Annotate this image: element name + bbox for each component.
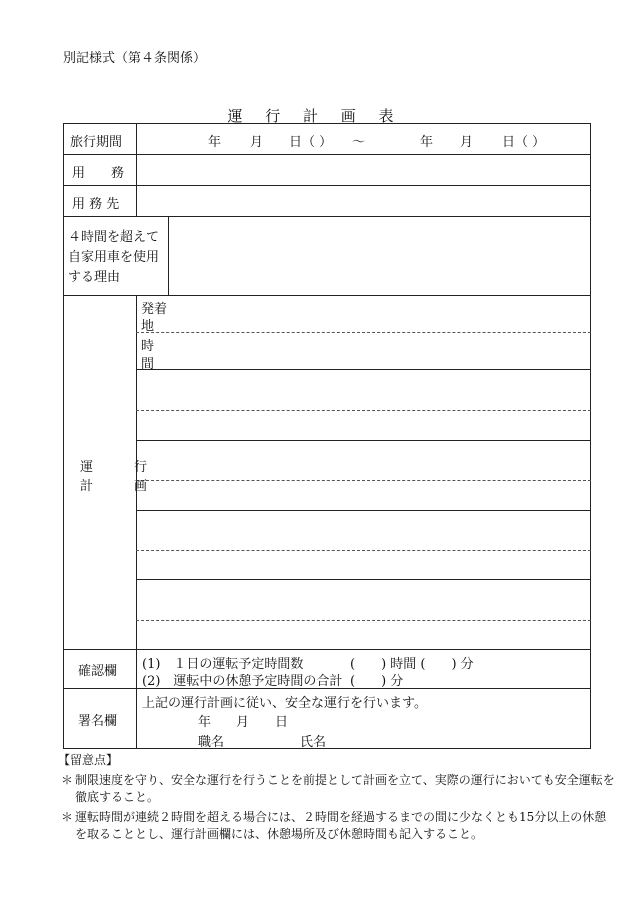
signature-position: 職名	[198, 735, 225, 750]
period-label: 旅行期間	[70, 135, 123, 150]
label-column-divider	[136, 123, 137, 216]
confirm-line2-label: (2) 運転中の休憩予定時間の合計	[142, 674, 343, 689]
signature-name: 氏名	[300, 735, 327, 750]
signature-month: 月	[236, 715, 250, 730]
schedule-dashed-divider	[136, 480, 591, 481]
row-divider	[63, 154, 591, 155]
label-column-divider-lower	[136, 295, 137, 749]
period-start-year: 年	[208, 135, 222, 150]
note-item	[58, 772, 618, 806]
period-start-day: 日（ ）	[289, 135, 333, 150]
period-tilde: ～	[352, 135, 366, 150]
period-start-month: 月	[250, 135, 264, 150]
schedule-dashed-divider	[136, 410, 591, 411]
row-divider	[63, 185, 591, 186]
business-label: 用 務	[72, 166, 125, 181]
schedule-time-1: 時	[141, 339, 155, 354]
row-divider	[63, 649, 591, 650]
schedule-divider	[136, 440, 591, 441]
schedule-divider	[136, 369, 591, 370]
confirm-label: 確認欄	[78, 664, 118, 679]
destination-label: 用 務 先	[72, 197, 120, 212]
period-end-month: 月	[460, 135, 474, 150]
schedule-divider	[136, 510, 591, 511]
schedule-dashed-divider	[136, 550, 591, 551]
schedule-time-2: 間	[141, 357, 155, 372]
signature-day: 日	[275, 715, 289, 730]
note-item	[58, 809, 618, 843]
confirm-line2-value: ( ) 分	[350, 674, 404, 689]
period-end-day: 日（ ）	[502, 135, 546, 150]
schedule-depart-arrive: 発着	[141, 302, 168, 317]
form-reference-note: 別記様式（第４条関係）	[63, 51, 207, 66]
confirm-line1-value: ( ) 時間 ( ) 分	[350, 657, 474, 672]
signature-statement: 上記の運行計画に従い、安全な運行を行います。	[142, 696, 427, 711]
note-text: 運転時間が連続２時間を超える場合には、２時間を経過するまでの間に少なくとも15分以上の休憩を取ることとし、運行計画欄には、休憩場所及び休憩時間も記入すること。	[75, 810, 607, 841]
period-end-year: 年	[420, 135, 434, 150]
schedule-divider	[136, 579, 591, 580]
reason-label: ４時間を超えて自家用車を使用する理由	[68, 230, 160, 285]
notes-section	[58, 752, 618, 843]
row-divider	[63, 216, 591, 217]
reason-column-divider	[168, 216, 169, 295]
schedule-dashed-divider	[136, 620, 591, 621]
schedule-label-line2: 計 画	[80, 479, 162, 494]
row-divider	[63, 295, 591, 296]
confirm-line1-label: (1) １日の運転予定時間数	[142, 657, 304, 672]
schedule-dashed-divider	[136, 332, 591, 333]
form-title: 運 行 計 画 表	[227, 107, 403, 125]
note-bullet: ＊	[61, 810, 74, 824]
schedule-label-line1: 運 行	[80, 460, 162, 475]
note-bullet: ＊	[61, 773, 74, 787]
notes-heading: 【留意点】	[58, 753, 119, 767]
signature-year: 年	[198, 715, 212, 730]
note-text: 制限速度を守り、安全な運行を行うことを前提として計画を立て、実際の運行においても安全運転を徹底すること。	[75, 773, 615, 804]
schedule-place: 地	[141, 319, 155, 334]
signature-label: 署名欄	[78, 714, 118, 729]
